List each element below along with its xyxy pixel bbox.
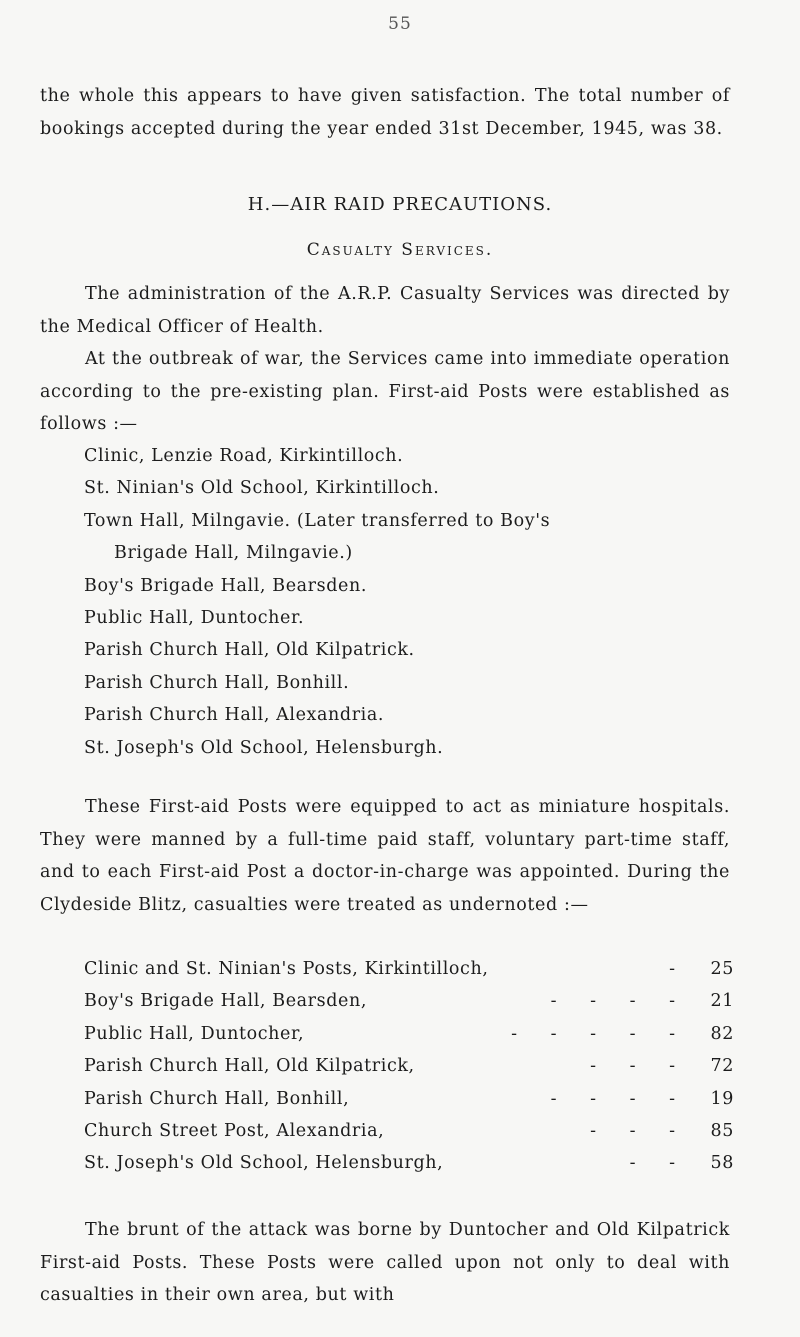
list-item: Parish Church Hall, Alexandria. [84, 705, 385, 726]
casualty-post: Clinic and St. Ninian's Posts, Kirkintilloch, [84, 959, 489, 979]
list-item: Parish Church Hall, Old Kilpatrick. [84, 640, 415, 661]
casualty-post: Parish Church Hall, Bonhill, [84, 1088, 350, 1109]
list-item: Clinic, Lenzie Road, Kirkintilloch. [84, 446, 404, 466]
casualty-count: 19 [710, 1088, 734, 1109]
table-row [84, 1147, 734, 1179]
section-heading: H.—AIR RAID PRECAUTIONS. [247, 194, 553, 215]
subheading: Casualty Services. [306, 240, 494, 260]
casualties-table [84, 953, 734, 1180]
paragraph-administration: The administration of the A.R.P. Casualty Services was directed by the Medical Officer of Health. [40, 284, 730, 337]
table-row [84, 985, 734, 1017]
list-item: Parish Church Hall, Bonhill. [84, 672, 350, 693]
list-item: St. Joseph's Old School, Helensburgh. [84, 737, 444, 758]
table-row [84, 1083, 734, 1115]
table-row [84, 1115, 734, 1147]
casualty-count: 58 [710, 1153, 734, 1174]
page-number: 55 [388, 14, 412, 34]
casualty-post: St. Joseph's Old School, Helensburgh, [84, 1153, 444, 1174]
casualty-post: Boy's Brigade Hall, Bearsden, [84, 991, 368, 1012]
casualty-count: 21 [710, 991, 734, 1012]
list-item: Town Hall, Milngavie. (Later transferred to Boy's [84, 510, 551, 531]
list-item: Brigade Hall, Milngavie.) [114, 543, 353, 564]
casualty-count: 82 [710, 1023, 734, 1044]
leader-dashes: - - [629, 1153, 689, 1174]
casualty-count: 25 [710, 959, 734, 979]
list-item: St. Ninian's Old School, Kirkintilloch. [84, 478, 440, 499]
casualty-post: Public Hall, Duntocher, [84, 1023, 305, 1044]
table-row [84, 1050, 734, 1082]
leader-dashes: - - - - - [511, 1023, 689, 1044]
paragraph-brunt: The brunt of the attack was borne by Duntocher and Old Kilpatrick First-aid Posts. These Posts were called upon not only to deal with casualties in their own area, but with [40, 1220, 730, 1305]
first-aid-posts-list [84, 440, 744, 764]
list-item: Boy's Brigade Hall, Bearsden. [84, 575, 368, 596]
casualty-post: Parish Church Hall, Old Kilpatrick, [84, 1056, 415, 1077]
leader-dashes: - - - [590, 1120, 689, 1141]
paragraph-outbreak: At the outbreak of war, the Services came into immediate operation according to the pre-existing plan. First-aid Posts were established as follows :— [40, 349, 730, 434]
casualty-count: 85 [710, 1120, 734, 1141]
casualty-post: Church Street Post, Alexandria, [84, 1120, 385, 1141]
paragraph-equipped: These First-aid Posts were equipped to act as miniature hospitals. They were manned by a full-time paid staff, voluntary part-time staff, and to each First-aid Post a doctor-in-charge was appointed. During the Clydeside Blitz, casualties were treated as undernoted :— [40, 797, 730, 915]
leader-dashes: - - - - [550, 991, 689, 1012]
casualty-count: 72 [710, 1056, 734, 1077]
table-row [84, 1018, 734, 1050]
leader-dashes: - - - [590, 1056, 689, 1077]
leader-dashes: - [669, 959, 689, 979]
table-row [84, 953, 734, 985]
list-item: Public Hall, Duntocher. [84, 608, 305, 629]
opening-paragraph: the whole this appears to have given satisfaction. The total number of bookings accepted during the year ended 31st December, 1945, was 38. [40, 86, 730, 139]
leader-dashes: - - - - [550, 1088, 689, 1109]
